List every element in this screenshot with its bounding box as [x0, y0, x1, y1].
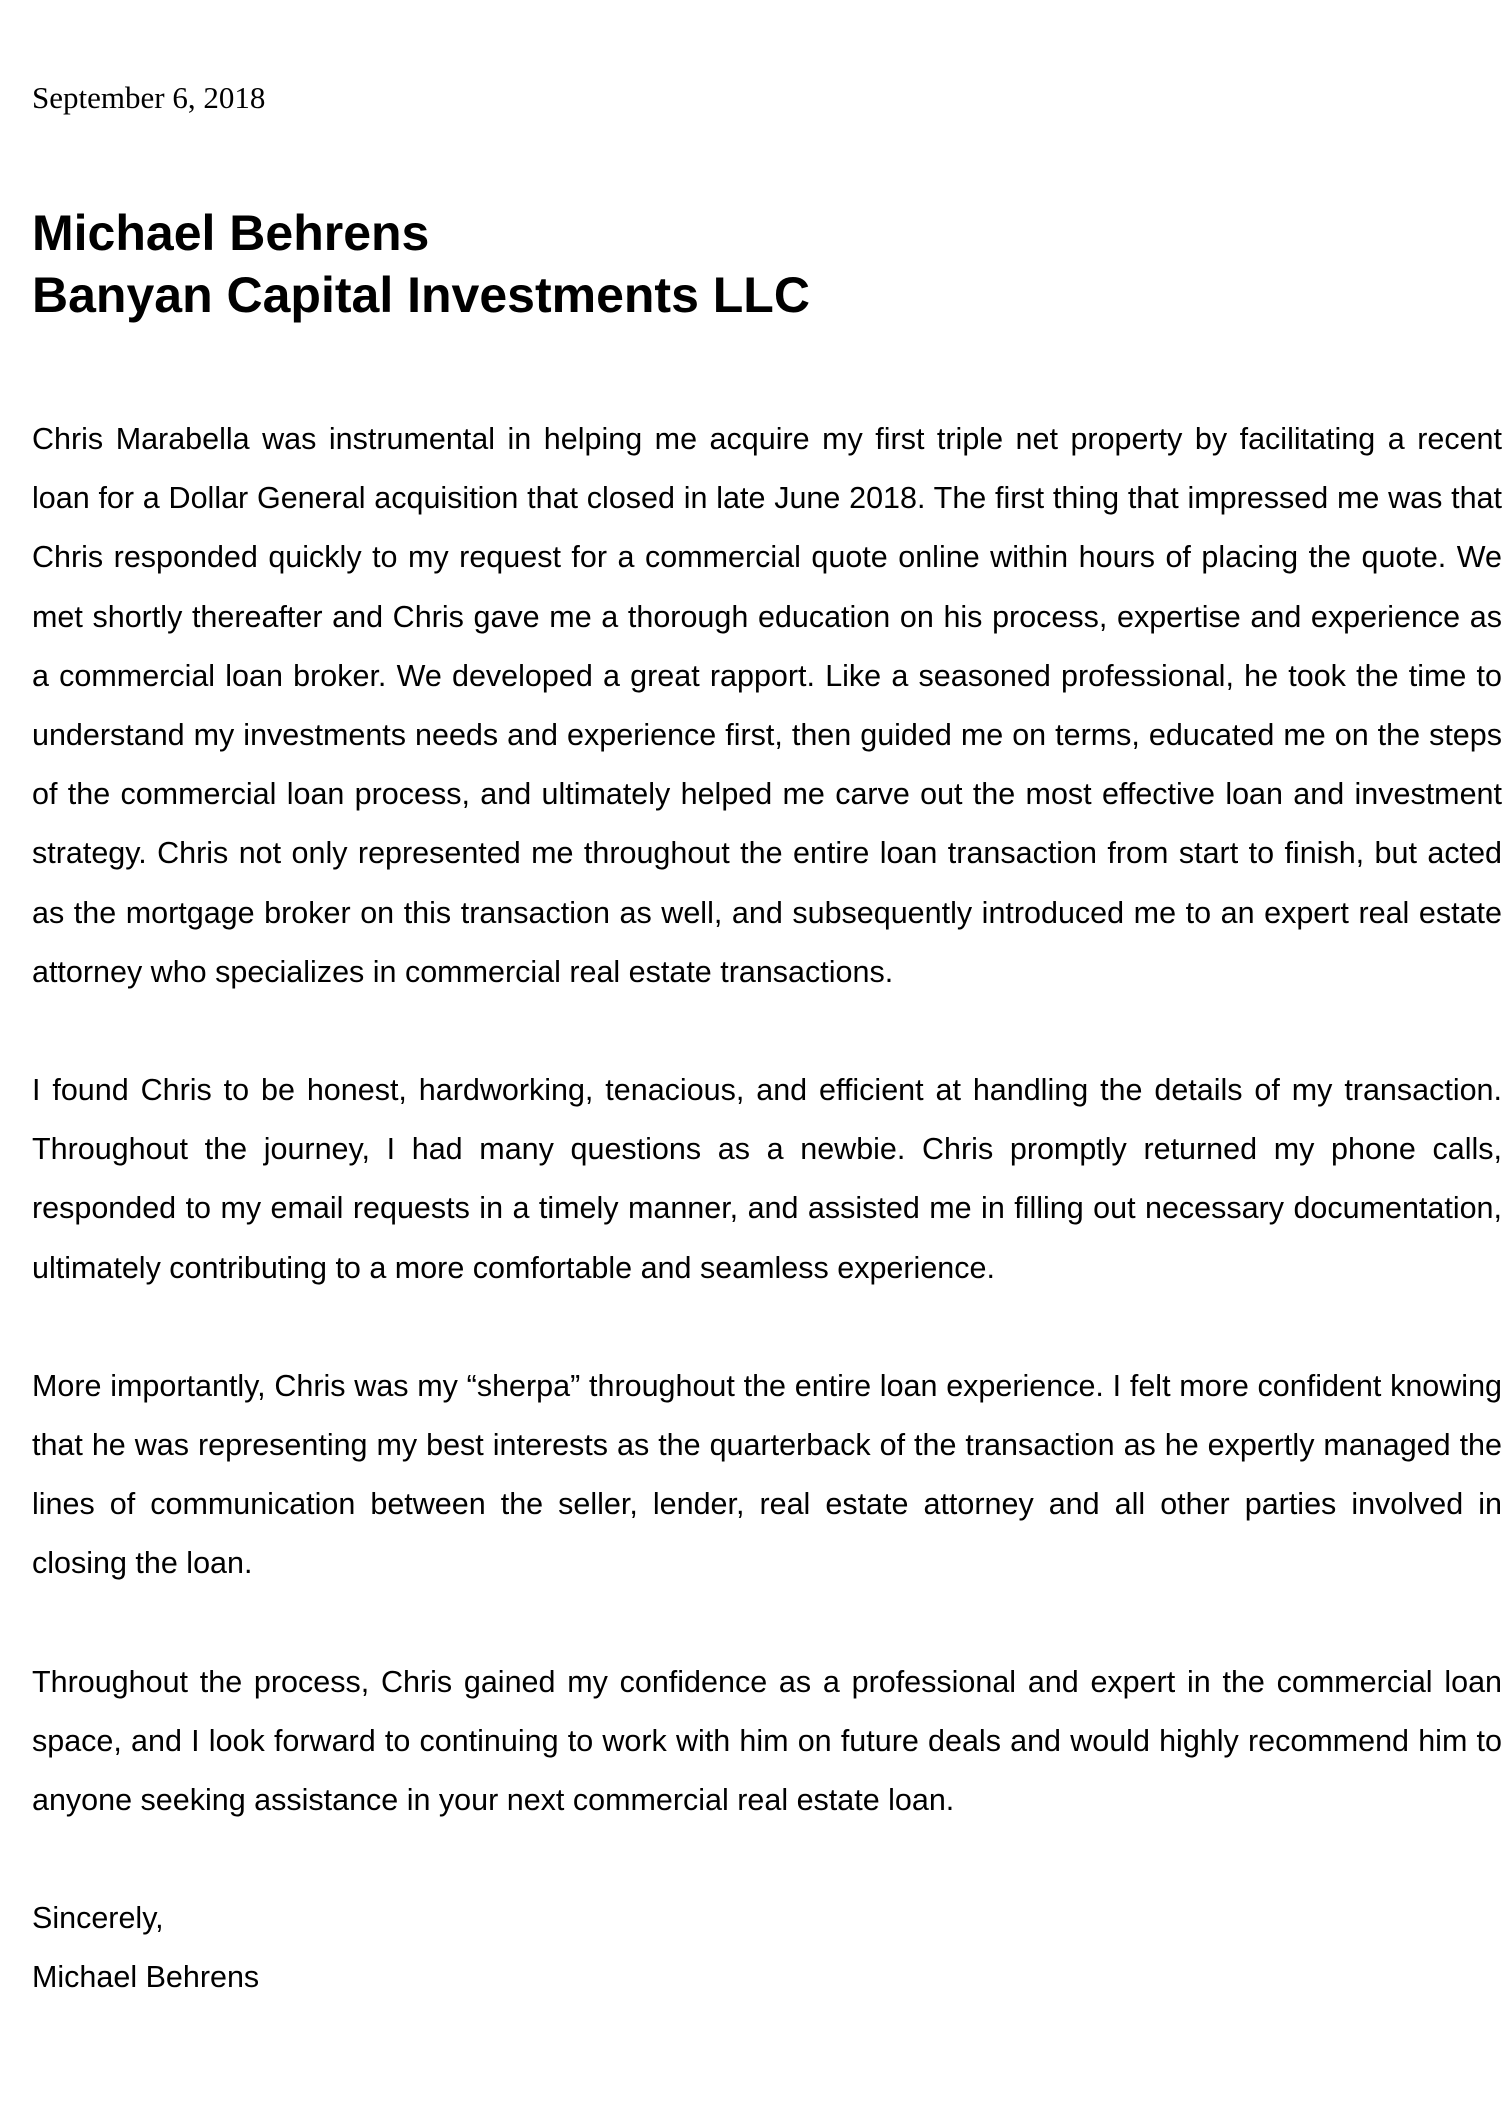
company-name: Banyan Capital Investments LLC: [32, 267, 810, 323]
closing-signature: Michael Behrens: [32, 1960, 260, 1995]
closing-salutation: Sincerely,: [32, 1901, 164, 1936]
recipient-name: Michael Behrens: [32, 205, 430, 261]
letter-date: September 6, 2018: [32, 80, 266, 115]
letter-closing: [32, 1889, 1502, 2007]
letter-body: [32, 410, 1502, 2008]
paragraph-4: Throughout the process, Chris gained my confidence as a professional and expert in the commercial loan space, and I look forward to continuing to work with him on future deals and would highly recommend him to anyone seeking assistance in your next commercial real estate loan.: [32, 1664, 1502, 1818]
paragraph-1: Chris Marabella was instrumental in helping me acquire my first triple net property by facilitating a recent loan for a Dollar General acquisition that closed in late June 2018. The first thing that impressed me was that Chris responded quickly to my request for a commercial quote online within hours of placing the quote. We met shortly thereafter and Chris gave me a thorough education on his process, expertise and experience as a commercial loan broker. We developed a great rapport. Like a seasoned professional, he took the time to understand my investments needs and experience first, then guided me on terms, educated me on the steps of the commercial loan process, and ultimately helped me carve out the most effective loan and investment strategy. Chris not only represented me throughout the entire loan transaction from start to finish, but acted as the mortgage broker on this transaction as well, and subsequently introduced me to an expert real estate attorney who specializes in commercial real estate transactions.: [32, 422, 1502, 989]
paragraph-2: I found Chris to be honest, hardworking, tenacious, and efficient at handling the details of my transaction. Throughout the journey, I had many questions as a newbie. Chris promptly returned my phone calls, responded to my email requests in a timely manner, and assisted me in filling out necessary documentation, ultimately contributing to a more comfortable and seamless experience.: [32, 1073, 1502, 1285]
letter-heading: [32, 202, 1470, 326]
paragraph-3: More importantly, Chris was my “sherpa” throughout the entire loan experience. I felt more confident knowing that he was representing my best interests as the quarterback of the transaction as he expertly managed the lines of communication between the seller, lender, real estate attorney and all other parties involved in closing the loan.: [32, 1368, 1502, 1581]
